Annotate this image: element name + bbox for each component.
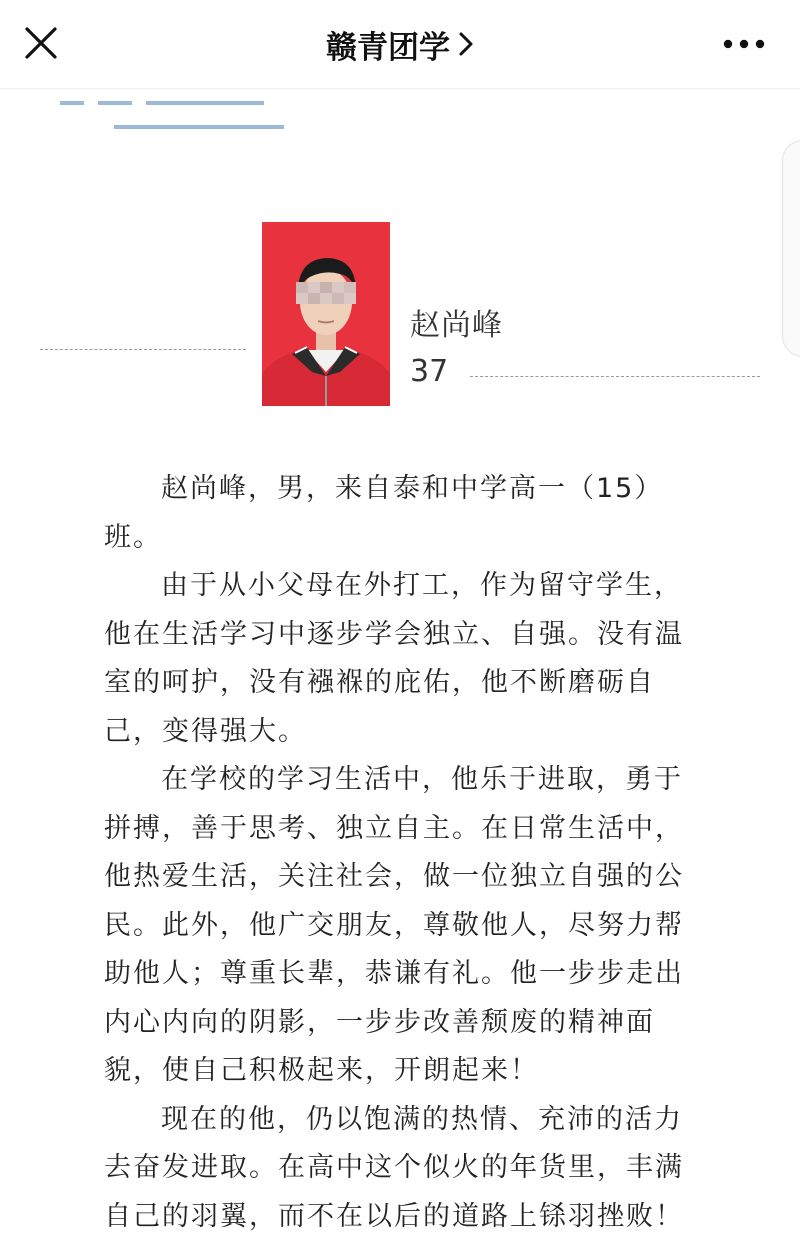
paragraph: 在学校的学习生活中，他乐于进取，勇于拼搏，善于思考、独立自主。在日常生活中，他热爱生活，关注社会，做一位独立自强的公民。此外，他广交朋友，尊敬他人，尽努力帮助他人；尊重长辈，恭谦有礼。他一步步走出内心内向的阴影，一步步改善颓废的精神面貌，使自己积极起来，开朗起来！ <box>104 764 684 1086</box>
article-body <box>104 465 704 1241</box>
paragraph: 由于从小父母在外打工，作为留守学生，他在生活学习中逐步学会独立、自强。没有温室的呵护，没有襁褓的庇佑，他不断磨砺自己，变得强大。 <box>104 570 684 747</box>
student-name: 赵尚峰 <box>410 308 503 343</box>
decorative-lines <box>0 95 320 135</box>
more-button[interactable] <box>718 26 770 62</box>
close-icon <box>20 22 62 64</box>
top-bar <box>0 0 800 89</box>
student-number: 37 <box>410 354 449 389</box>
more-dots-icon <box>718 26 770 62</box>
dashed-divider-right <box>470 376 760 377</box>
account-title-link[interactable] <box>326 22 474 67</box>
close-button[interactable] <box>20 22 62 64</box>
side-scroll-handle[interactable] <box>782 140 800 357</box>
student-photo <box>262 222 390 406</box>
chevron-right-icon <box>458 31 474 57</box>
paragraph: 赵尚峰，男，来自泰和中学高一（15）班。 <box>104 473 664 553</box>
paragraph: 现在的他，仍以饱满的热情、充沛的活力去奋发进取。在高中这个似火的年货里，丰满自己的羽翼，而不在以后的道路上铩羽挫败！ <box>104 1103 684 1232</box>
account-title: 赣青团学 <box>326 29 450 66</box>
dashed-divider-left <box>40 349 246 350</box>
